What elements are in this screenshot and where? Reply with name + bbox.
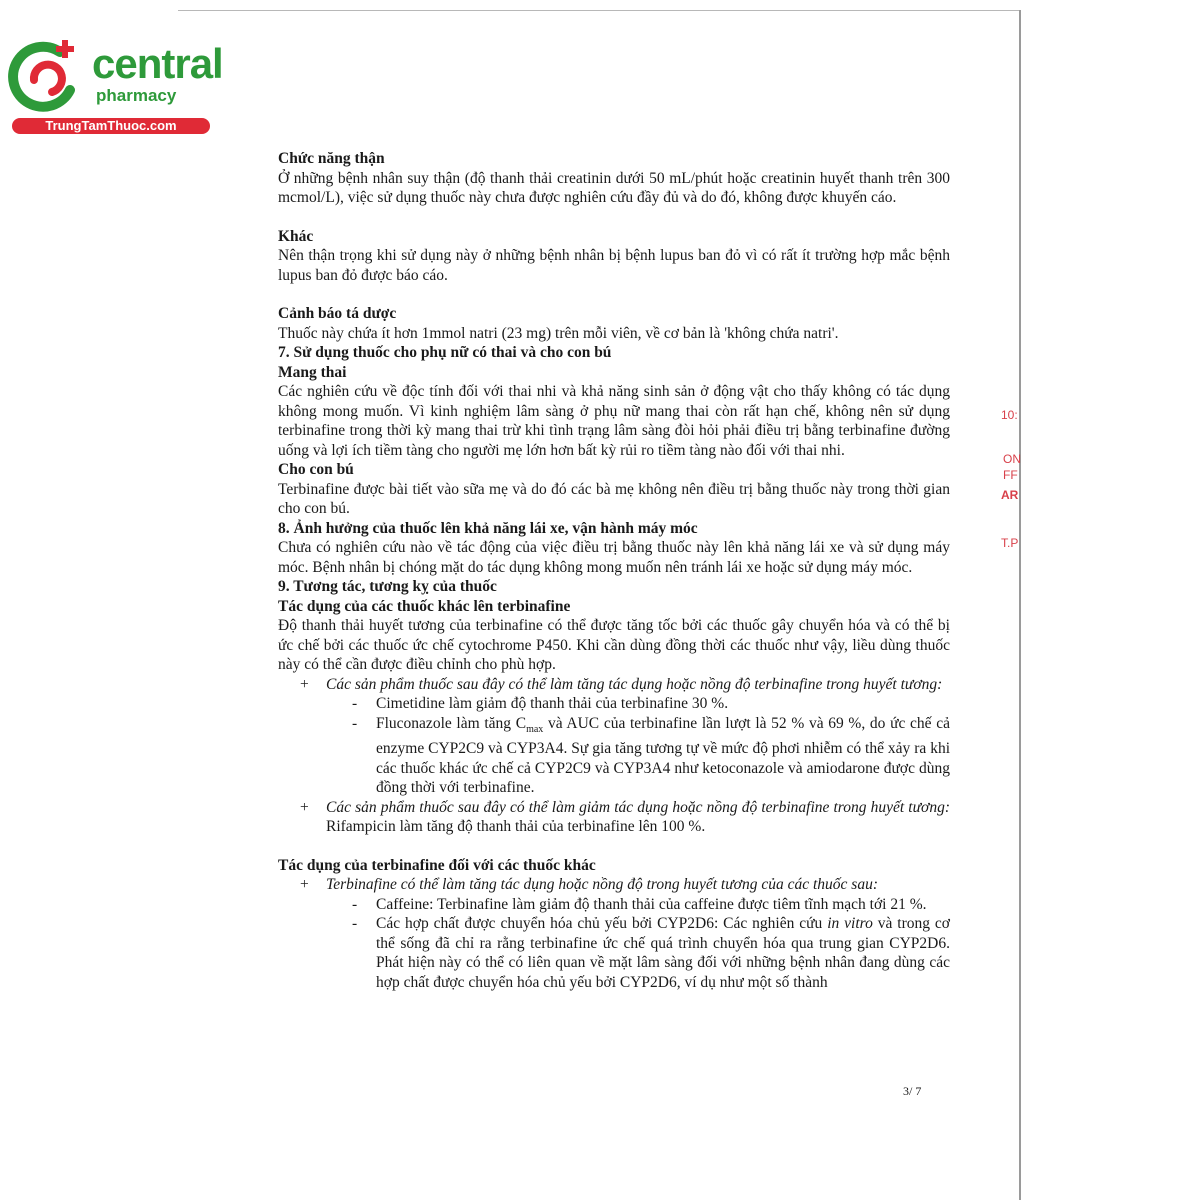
decrease-effect-intro: Các sản phẩm thuốc sau đây có thể làm giảm tác dụng hoặc nồng độ terbinafine trong huyết tương: (326, 798, 950, 816)
page-number: 3/ 7 (903, 1084, 922, 1098)
plus-bullet: + (300, 798, 309, 816)
section8-text: Chưa có nghiên cứu nào về tác động của việc điều trị bằng thuốc này lên khả năng lái xe và sử dụng máy móc. Bệnh nhân bị chóng mặt do tác dụng không mong muốn nên tránh lái xe hoặc sử dụng máy móc. (278, 539, 950, 576)
lactation-heading: Cho con bú (278, 461, 354, 478)
section8-heading: 8. Ảnh hưởng của thuốc lên khả năng lái xe, vận hành máy móc (278, 519, 698, 537)
cmax-subscript: max (526, 723, 544, 735)
central-pharmacy-logo[interactable] (8, 36, 223, 136)
stamp-fragment: AR (1001, 488, 1019, 502)
list-item (278, 675, 950, 695)
stamp-fragment: 10: (1001, 408, 1018, 422)
list-item (278, 694, 950, 714)
pregnancy-text: Các nghiên cứu về độc tính đối với thai nhi và khả năng sinh sản ở động vật cho thấy không có tác dụng không mong muốn. Vì kinh nghiệm lâm sàng ở phụ nữ mang thai còn rất hạn chế, không nên sử dụng terbinafine trong thời kỳ mang thai trừ khi tình trạng lâm sàng đòi hỏi phải điều trị bằng terbinafine đường uống và lợi ích tiềm tàng cho người mẹ lớn hơn bất kỳ rủi ro tiềm tàng nào đối với thai nhi. (278, 383, 950, 459)
central-pharmacy-logo-icon (8, 38, 88, 116)
stamp-fragment: T.P (1001, 536, 1019, 550)
section9-sub2-heading: Tác dụng của terbinafine đối với các thuốc khác (278, 856, 596, 874)
pregnancy-heading: Mang thai (278, 363, 347, 381)
stamp-fragment: FF (1003, 468, 1018, 482)
fluconazole-text-post: và AUC của terbinafine lần lượt là 52 % và 69 %, do ức chế cả enzyme CYP2C9 và CYP3A4. Sự gia tăng tương tự về mức độ phơi nhiễm có thể xảy ra khi các thuốc khác ức chế cả CYP2C9 và CYP3A4 như ketoconazole và amiodarone được dùng đồng thời với terbinafine. (376, 714, 950, 797)
caffeine-text: Caffeine: Terbinafine làm giảm độ thanh thải của caffeine được tiêm tĩnh mạch tới 21 %. (376, 895, 927, 913)
fluconazole-text-pre: Fluconazole làm tăng C (376, 714, 527, 732)
section9-sub1-text: Độ thanh thải huyết tương của terbinafine có thể được tăng tốc bởi các thuốc gây chuyển hóa và có thể bị ức chế bởi các thuốc ức chế cytochrome P450. Khi cần dùng đồng thời các thuốc như vậy, liều dùng thuốc này có thể cần được điều chỉnh cho phù hợp. (278, 617, 950, 673)
dash-bullet: - (352, 714, 358, 732)
section7-heading: 7. Sử dụng thuốc cho phụ nữ có thai và cho con bú (278, 344, 612, 361)
cyp2d6-text-post: và trong cơ thể sống đã chỉ ra rằng terbinafine ức chế quá trình chuyển hóa qua trung gian CYP2D6. Phát hiện này có thể có liên quan về mặt lâm sàng đối với những bệnh nhân đang dùng các hợp chất được chuyển hóa chủ yếu bởi CYP2D6, ví dụ như một số thành (376, 915, 950, 991)
cimetidine-text: Cimetidine làm giảm độ thanh thải của terbinafine 30 %. (376, 695, 729, 712)
in-vitro-text: in vitro (827, 915, 873, 933)
list-item (278, 875, 950, 895)
page-edge-right (1019, 10, 1021, 1200)
lactation-text: Terbinafine được bài tiết vào sữa mẹ và do đó các bà mẹ không nên điều trị bằng thuốc này trong thời gian cho con bú. (278, 480, 950, 517)
kidney-text: Ở những bệnh nhân suy thận (độ thanh thải creatinin dưới 50 mL/phút hoặc creatinin huyết thanh trên 300 mcmol/L), việc sử dụng thuốc này chưa được nghiên cứu đầy đủ và do đó, không được khuyến cáo. (278, 169, 950, 206)
cyp2d6-text (376, 914, 950, 992)
decrease-effect-item (326, 798, 950, 837)
section9-sub1-heading: Tác dụng của các thuốc khác lên terbinafine (278, 597, 571, 615)
list-item (278, 895, 950, 915)
plus-bullet: + (300, 876, 309, 894)
terbinafine-increase-intro: Terbinafine có thể làm tăng tác dụng hoặc nồng độ trong huyết tương của các thuốc sau: (326, 876, 878, 894)
stamp-fragment: ON (1003, 452, 1021, 466)
cyp2d6-text-pre: Các hợp chất được chuyển hóa chủ yếu bởi CYP2D6: Các nghiên cứu (376, 915, 828, 933)
rifampicin-text: Rifampicin làm tăng độ thanh thải của terbinafine lên 100 %. (326, 818, 706, 836)
document-body (278, 149, 950, 992)
list-item (278, 714, 950, 798)
kidney-heading: Chức năng thận (278, 150, 385, 167)
logo-sub-text: pharmacy (96, 86, 177, 105)
list-item (278, 914, 950, 992)
other-text: Nên thận trọng khi sử dụng này ở những bệnh nhân bị bệnh lupus ban đỏ vì có rất ít trường hợp mắc bệnh lupus ban đỏ được báo cáo. (278, 247, 950, 284)
increase-effect-intro: Các sản phẩm thuốc sau đây có thể làm tăng tác dụng hoặc nồng độ terbinafine trong huyết tương: (326, 675, 943, 693)
fluconazole-text (376, 714, 950, 798)
page-edge-top (178, 10, 1020, 11)
plus-bullet: + (300, 675, 309, 693)
logo-brand-text: central (92, 40, 223, 87)
section9-heading: 9. Tương tác, tương kỵ của thuốc (278, 578, 497, 595)
other-heading: Khác (278, 227, 314, 245)
list-item (278, 798, 950, 837)
dash-bullet: - (352, 895, 358, 913)
logo-website-banner: TrungTamThuoc.com (12, 118, 210, 134)
excipient-heading: Cảnh báo tá dược (278, 305, 397, 322)
dash-bullet: - (352, 695, 358, 712)
excipient-text: Thuốc này chứa ít hơn 1mmol natri (23 mg) trên mỗi viên, về cơ bản là 'không chứa natri'. (278, 324, 839, 342)
dash-bullet: - (352, 915, 358, 933)
